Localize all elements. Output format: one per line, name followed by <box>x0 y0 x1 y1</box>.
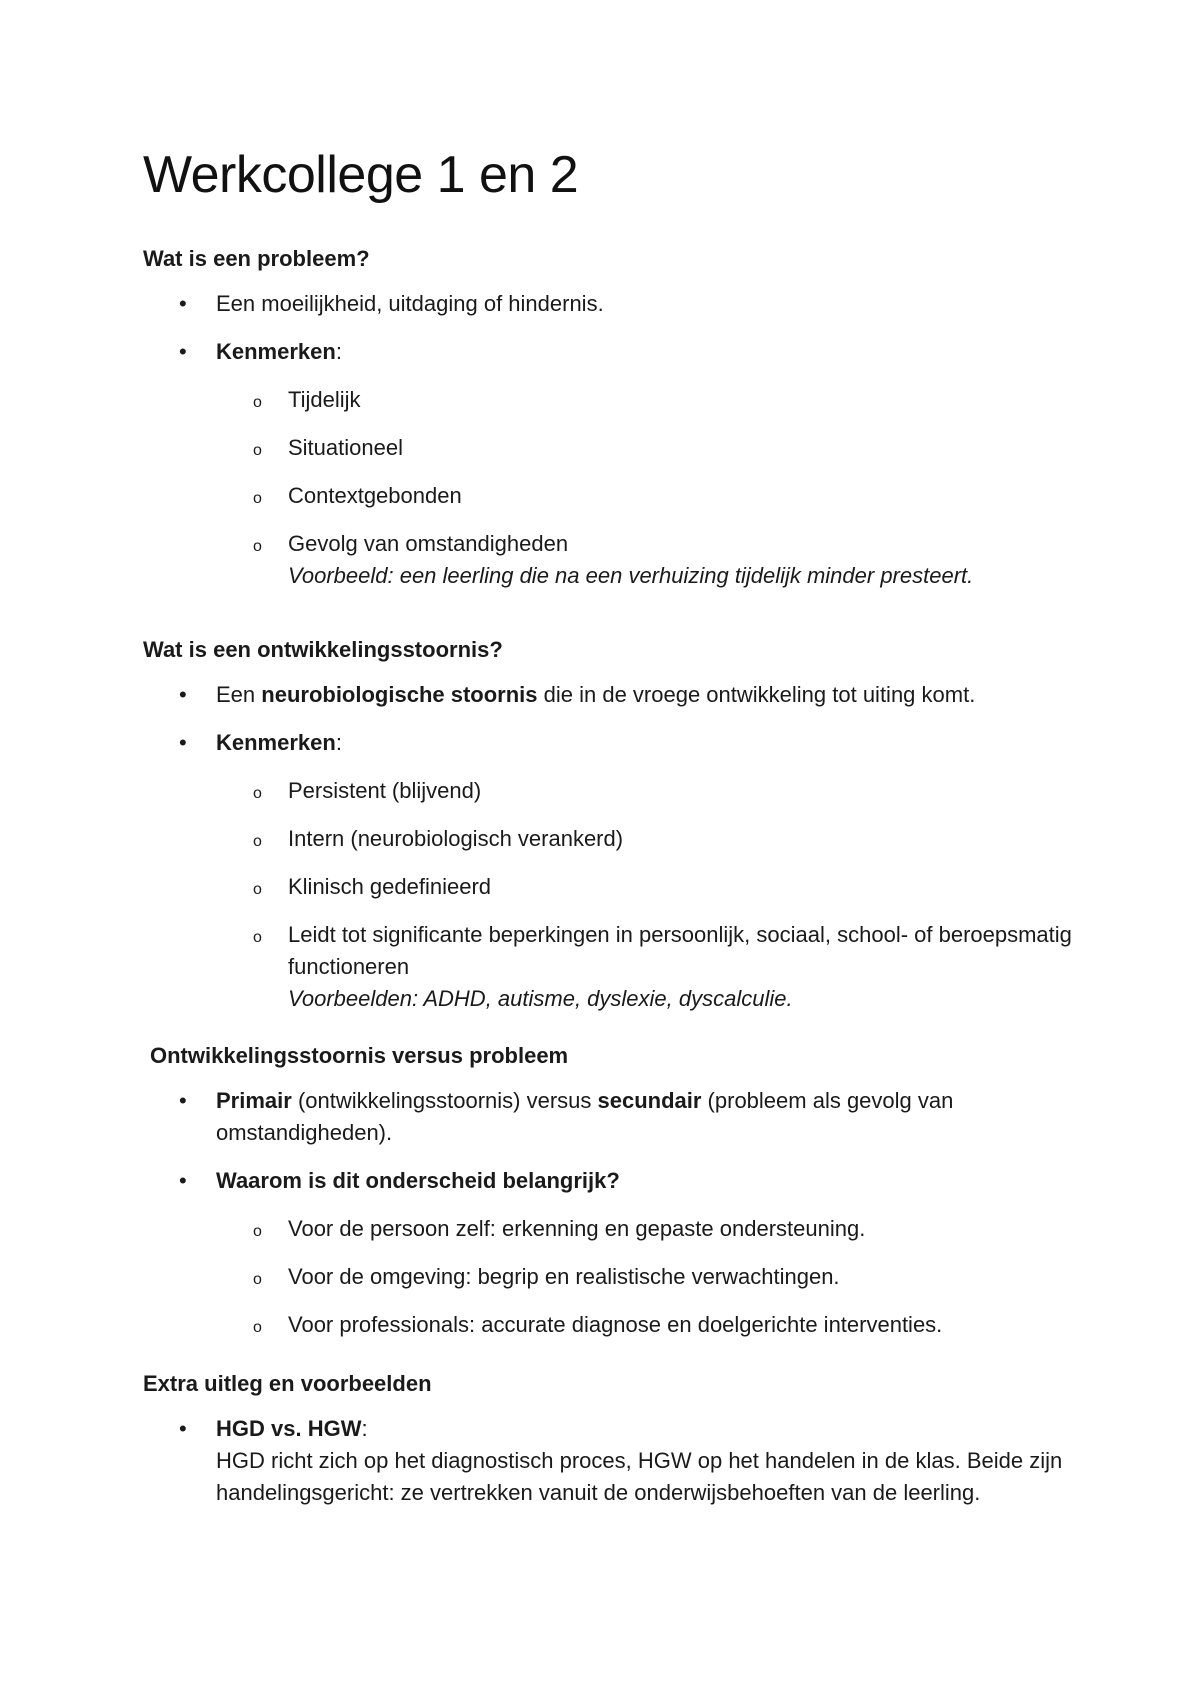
bullet-icon: • <box>179 730 187 755</box>
list-item: • Waarom is dit onderscheid belangrijk? <box>143 1165 1090 1197</box>
list-item: • HGD vs. HGW: HGD richt zich op het diagnostisch proces, HGW op het handelen in de klas. Beide zijn handelingsgericht: ze vertrekken vanuit de onderwijsbehoeften van de leerling. <box>143 1413 1083 1509</box>
circle-bullet-icon: o <box>253 538 262 555</box>
section-ontwikkelingsstoornis <box>143 635 1083 1015</box>
sub-list-item: o Gevolg van omstandigheden Voorbeeld: een leerling die na een verhuizing tijdelijk minder presteert. <box>143 528 1083 592</box>
sub-list-item: o Contextgebonden <box>143 480 1083 512</box>
circle-bullet-icon: o <box>253 1271 262 1288</box>
circle-bullet-icon: o <box>253 881 262 898</box>
example-text: Voorbeeld: een leerling die na een verhuizing tijdelijk minder presteert. <box>288 563 974 588</box>
bullet-icon: • <box>179 291 187 316</box>
page-title: Werkcollege 1 en 2 <box>143 146 579 204</box>
list-item: • Kenmerken: <box>143 727 1083 759</box>
sub-list-item: o Voor professionals: accurate diagnose en doelgerichte interventies. <box>143 1309 1090 1341</box>
paragraph-text: HGD richt zich op het diagnostisch proces, HGW op het handelen in de klas. Beide zijn handelingsgericht: ze vertrekken vanuit de onderwijsbehoeften van de leerling. <box>216 1448 1063 1505</box>
list-item: • Kenmerken: <box>143 336 1083 368</box>
sub-list-item: o Klinisch gedefinieerd <box>143 871 1083 903</box>
sub-list-item: o Voor de omgeving: begrip en realistische verwachtingen. <box>143 1261 1090 1293</box>
bullet-icon: • <box>179 1088 187 1113</box>
section-heading: Wat is een ontwikkelingsstoornis? <box>143 637 503 662</box>
sub-list-item: o Situationeel <box>143 432 1083 464</box>
list-item: • Een neurobiologische stoornis die in de vroege ontwikkeling tot uiting komt. <box>143 679 1083 711</box>
circle-bullet-icon: o <box>253 1319 262 1336</box>
bullet-icon: • <box>179 682 187 707</box>
circle-bullet-icon: o <box>253 442 262 459</box>
circle-bullet-icon: o <box>253 394 262 411</box>
list-item: • Een moeilijkheid, uitdaging of hindernis. <box>143 288 1083 320</box>
circle-bullet-icon: o <box>253 833 262 850</box>
bullet-icon: • <box>179 1168 187 1193</box>
bullet-icon: • <box>179 339 187 364</box>
section-heading: Extra uitleg en voorbeelden <box>143 1371 432 1396</box>
circle-bullet-icon: o <box>253 785 262 802</box>
section-heading: Wat is een probleem? <box>143 246 370 271</box>
section-probleem <box>143 244 1083 592</box>
sub-list-item: o Leidt tot significante beperkingen in persoonlijk, sociaal, school- of beroepsmatig functioneren Voorbeelden: ADHD, autisme, dyslexie, dyscalculie. <box>143 919 1083 1015</box>
sub-list-item: o Tijdelijk <box>143 384 1083 416</box>
circle-bullet-icon: o <box>253 1223 262 1240</box>
sub-list-item: o Persistent (blijvend) <box>143 775 1083 807</box>
sub-list-item: o Voor de persoon zelf: erkenning en gepaste ondersteuning. <box>143 1213 1090 1245</box>
circle-bullet-icon: o <box>253 929 262 946</box>
bullet-icon: • <box>179 1416 187 1441</box>
section-extra <box>143 1369 1083 1509</box>
example-text: Voorbeelden: ADHD, autisme, dyslexie, dyscalculie. <box>288 986 793 1011</box>
section-versus <box>150 1041 1090 1341</box>
sub-list-item: o Intern (neurobiologisch verankerd) <box>143 823 1083 855</box>
section-heading: Ontwikkelingsstoornis versus probleem <box>150 1043 569 1068</box>
circle-bullet-icon: o <box>253 490 262 507</box>
list-item: • Primair (ontwikkelingsstoornis) versus secundair (probleem als gevolg van omstandigheden). <box>143 1085 1090 1149</box>
